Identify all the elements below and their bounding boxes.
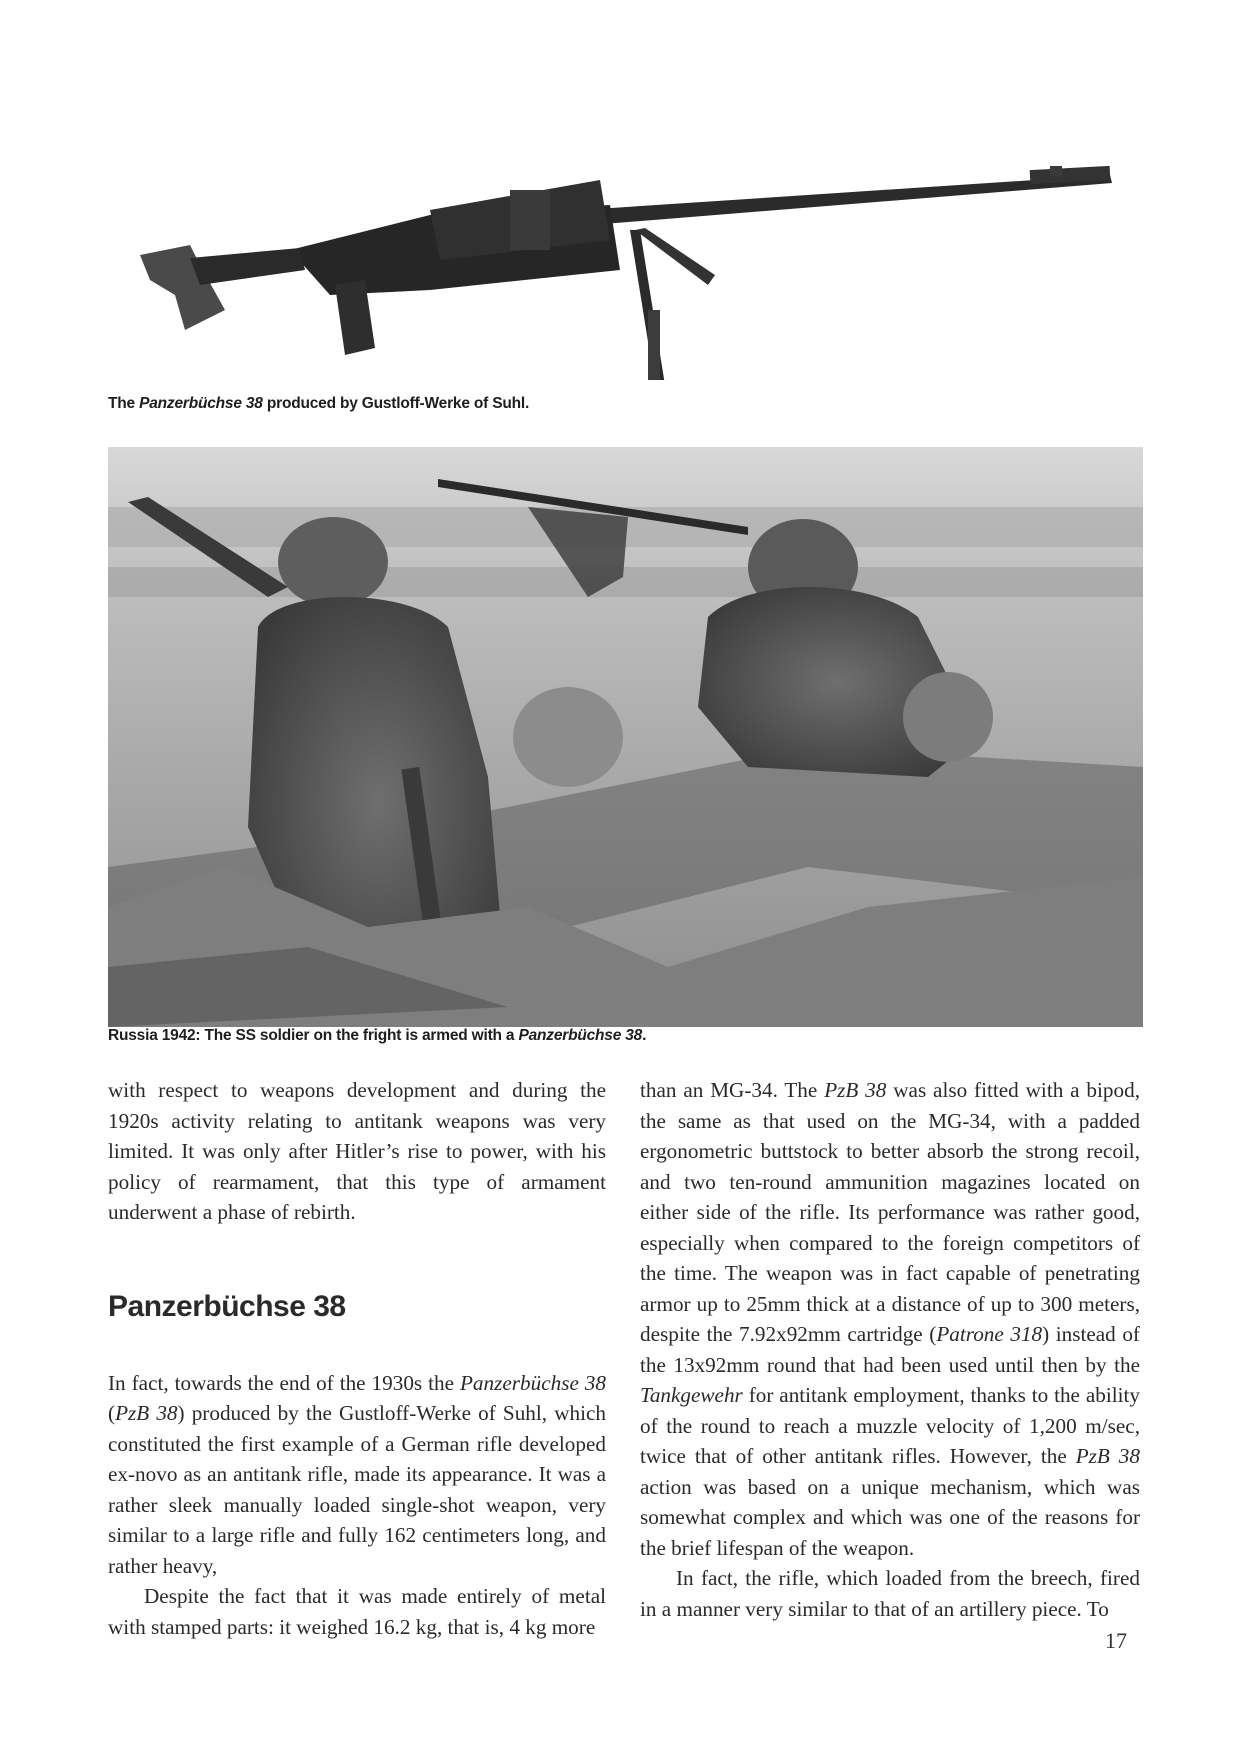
- soldiers-photo: [108, 447, 1143, 1027]
- caption-text: Russia 1942: The SS soldier on the fright is armed with a: [108, 1027, 519, 1044]
- caption-text: The: [108, 395, 140, 412]
- right-paragraph-1: than an MG-34. The PzB 38 was also fitted with a bipod, the same as that used on the MG-34, with a padded ergonometric buttstock to better absorb the strong recoil, and two ten-round ammunition magazines located on either side of the rifle. Its performance was rather good, especially when compared to the foreign competitors of the time. The weapon was in fact capable of penetrating armor up to 25mm thick at a distance of up to 300 meters, despite the 7.92x92mm cartridge (Patrone 318) instead of the 13x92mm round that had been used until then by the Tankgewehr for antitank employment, thanks to the ability of the round to reach a muzzle velocity of 1,200 m/sec, twice that of other antitank rifles. However, the PzB 38 action was based on a unique mechanism, which was somewhat complex and which was one of the reasons for the brief lifespan of the weapon.: [640, 1078, 1140, 1560]
- section-heading: Panzerbüchse 38: [108, 1289, 346, 1323]
- caption-text: .: [642, 1027, 647, 1044]
- top-photo-caption: [108, 395, 529, 413]
- caption-text: produced by Gustloff-Werke of Suhl.: [262, 395, 530, 412]
- right-paragraph-2: In fact, the rifle, which loaded from the breech, fired in a manner very similar to that of an artillery piece. To: [640, 1566, 1140, 1621]
- middle-photo-caption: [108, 1027, 646, 1045]
- caption-italic: Panzerbüchse 38: [518, 1027, 643, 1044]
- left-paragraph-2: In fact, towards the end of the 1930s the Panzerbüchse 38 (PzB 38) produced by the Gustloff-Werke of Suhl, which constituted the first example of a German rifle developed ex-novo as an antitank rifle, made its appearance. It was a rather sleek manually loaded single-shot weapon, very similar to a large rifle and fully 162 centimeters long, and rather heavy,: [108, 1370, 606, 1578]
- caption-italic: Panzerbüchse 38: [139, 395, 263, 412]
- page-number: 17: [1105, 1628, 1127, 1653]
- left-text-column: [108, 1075, 606, 1642]
- left-paragraph-3: Despite the fact that it was made entirely of metal with stamped parts: it weighed 16.2 kg, that is, 4 kg more: [108, 1584, 606, 1639]
- right-text-column: [640, 1075, 1140, 1624]
- soldiers-illustration: [108, 447, 1143, 1027]
- rifle-photo: [130, 80, 1120, 380]
- left-paragraph-1: with respect to weapons development and during the 1920s activity relating to antitank weapons was very limited. It was only after Hitler’s rise to power, with his policy of rearmament, that this type of armament underwent a phase of rebirth.: [108, 1078, 606, 1224]
- rifle-illustration: [130, 80, 1120, 380]
